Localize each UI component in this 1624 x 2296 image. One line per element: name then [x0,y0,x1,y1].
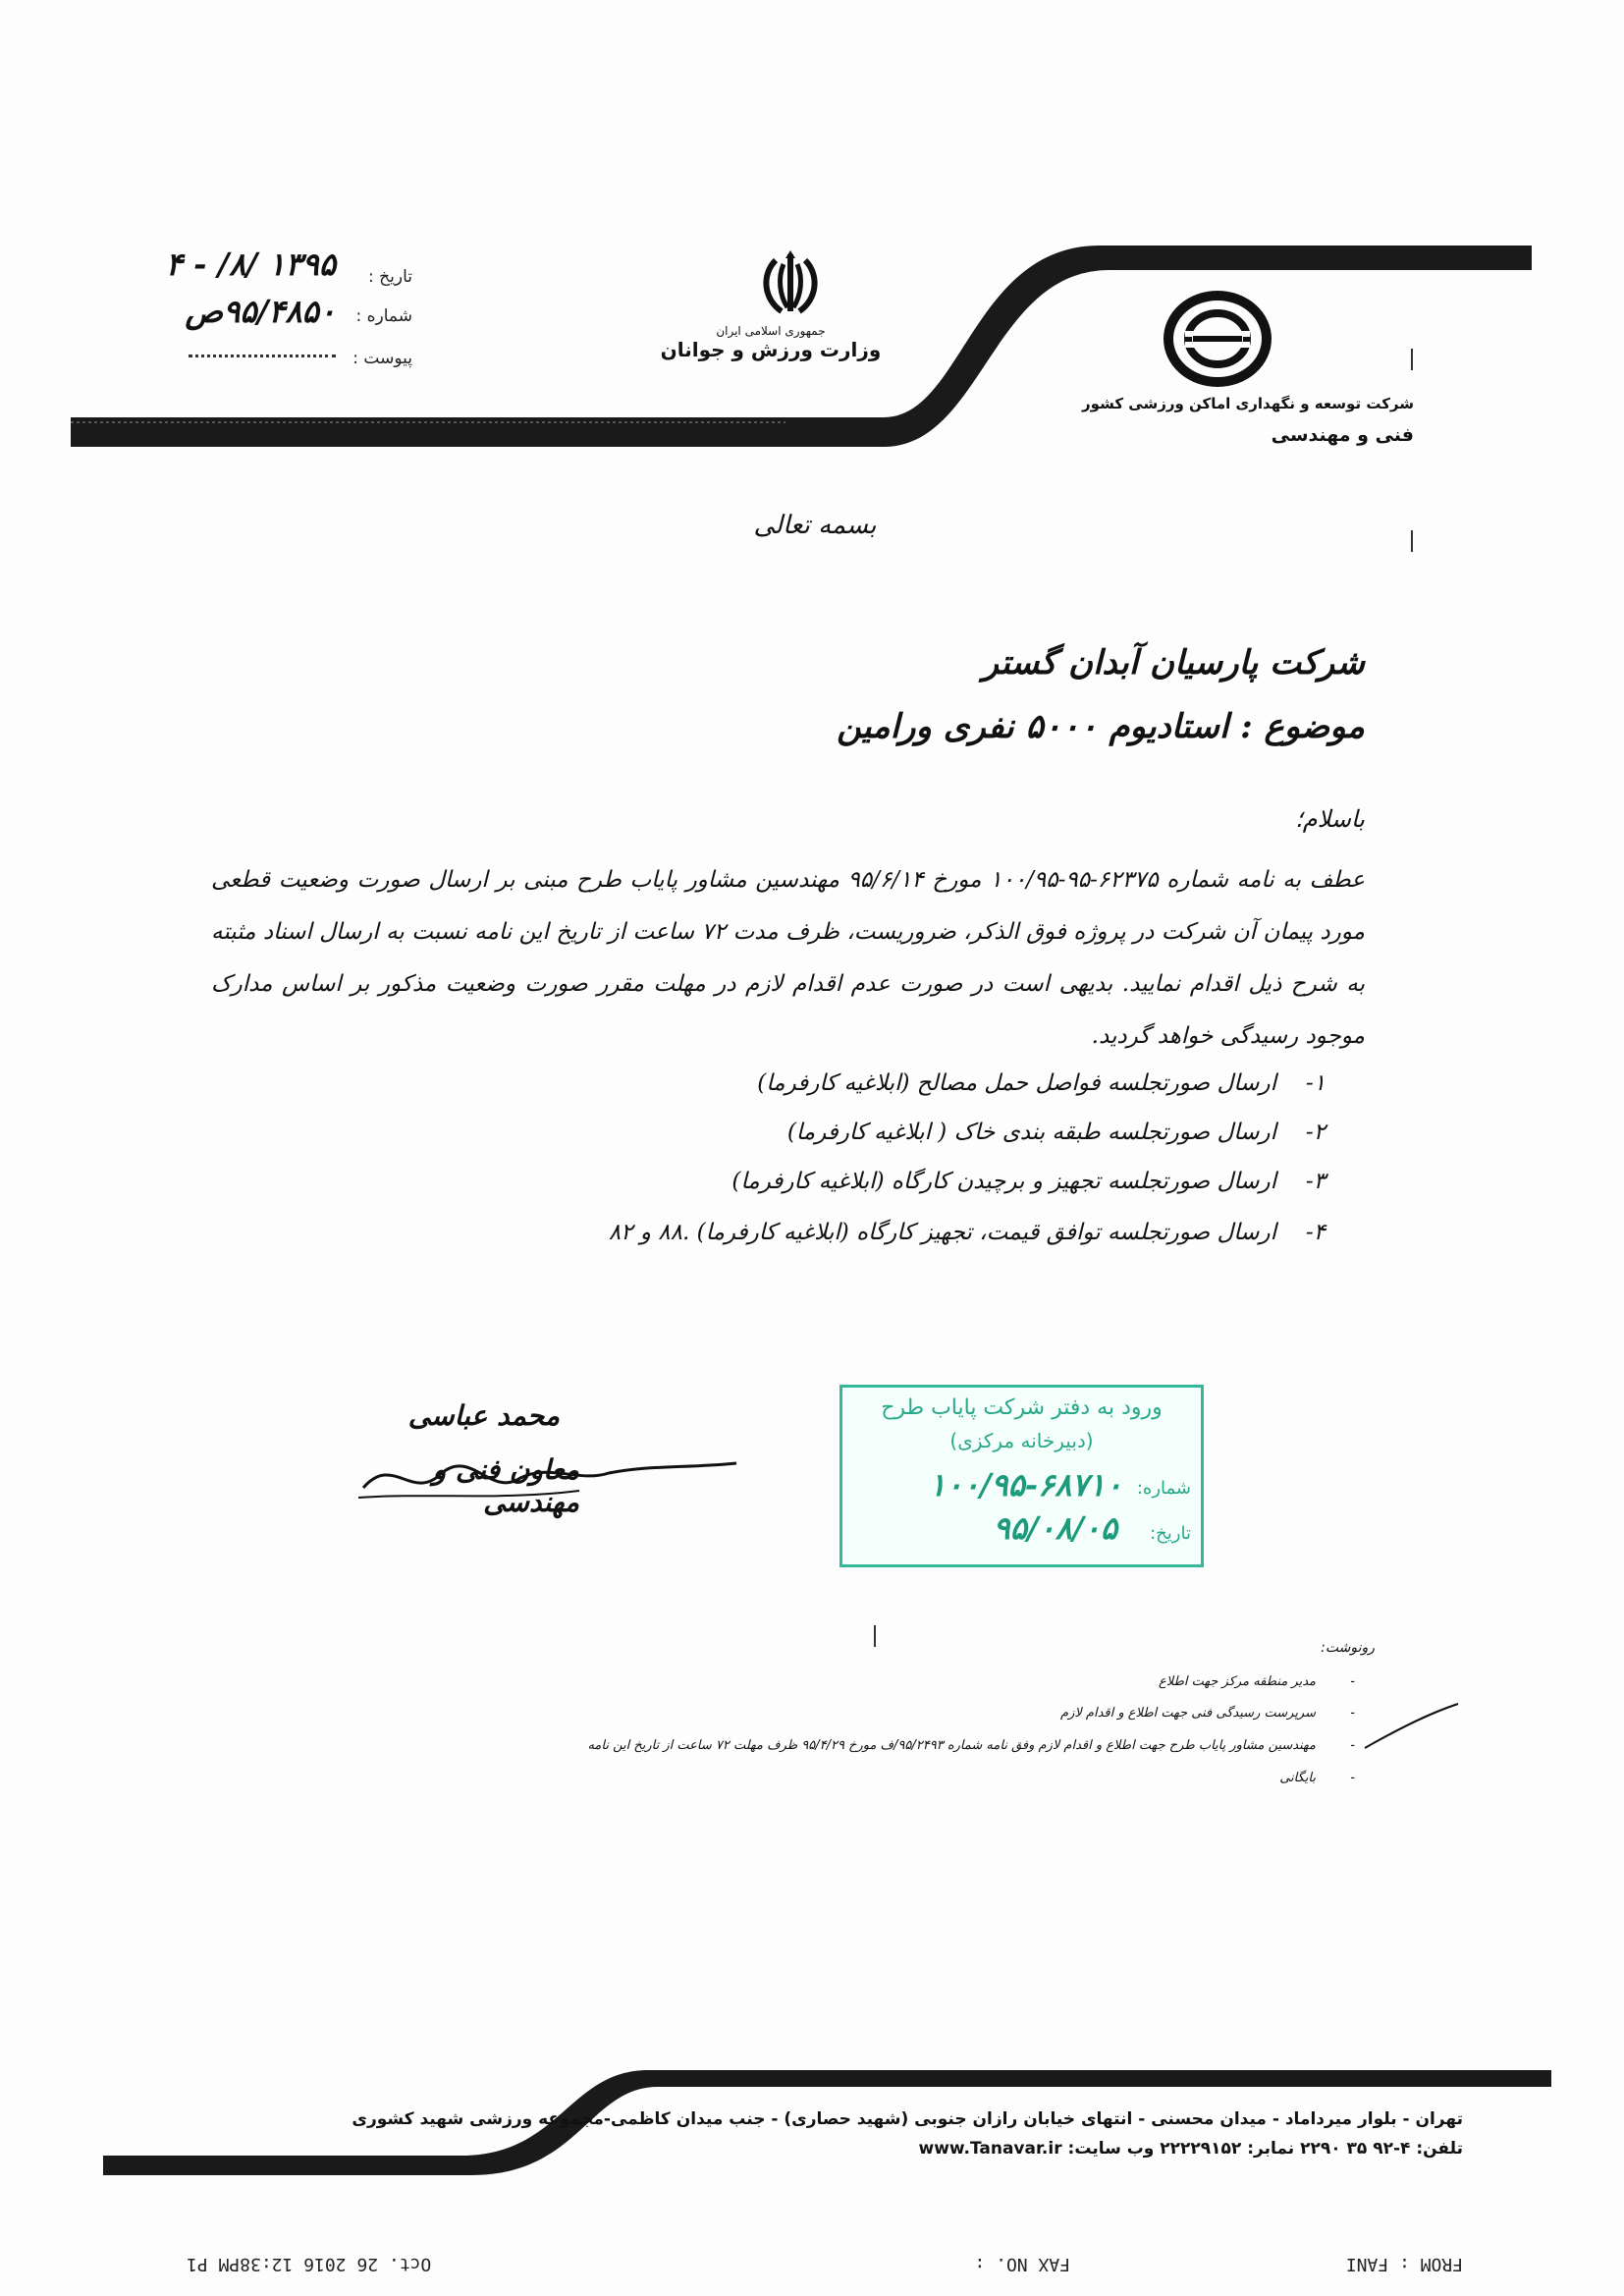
number-value: ۹۵/۴۸۵۰ص [185,293,336,330]
cc-item-1: - مدیر منطقه مرکز جهت اطلاع [1159,1674,1355,1689]
iran-emblem-icon [756,250,825,319]
company-name: شرکت توسعه و نگهداری اماکن ورزشی کشور [1082,395,1414,412]
recipient: شرکت پارسیان آبدان گستر [982,643,1365,683]
company-logo-icon [1164,290,1272,388]
cc-item-text: مدیر منطقه مرکز جهت اطلاع [1159,1674,1316,1689]
stamp-number-value: ۱۰۰/۹۵-۶۸۷۱۰ [929,1466,1122,1503]
fax-number: FAX NO. : [974,2254,1070,2274]
letter-body: عطف به نامه شماره ۶۲۳۷۵-۹۵-۱۰۰/۹۵ مورخ ۹۵/۶/۱۴ مهندسین مشاور پایاب طرح مبنی بر ارسال صورت وضعیت قطعی مورد پیمان آن شرکت در پروژه فوق الذکر، ضروریست، ظرف مدت ۷۲ ساعت از تاریخ این نامه نسبت به ارسال اسناد مثبته به شرح ذیل اقدام نمایید. بدیهی است در صورت عدم اقدام لازم در مهلت مقرر صورت وضعیت مذکور بر اساس مدارک موجود رسیدگی خواهد گردید. [211,867,1365,1049]
footer-website[interactable]: www.Tanavar.ir [918,2139,1062,2159]
cc-item-2: - سرپرست رسیدگی فنی جهت اطلاع و اقدام لازم [1060,1706,1355,1721]
list-item-number: ۳- [1305,1169,1326,1194]
stamp-date-value: ۹۵/۰۸/۰۵ [993,1509,1117,1547]
list-item-number: ۲- [1305,1120,1326,1145]
list-item-2 [491,1120,1326,1155]
attachment-label: پیوست : [352,349,412,368]
iran-emblem [756,250,825,319]
list-item-1 [491,1070,1326,1106]
signer-title: معاون فنی و مهندسی [432,1453,579,1518]
list-item-text: ارسال صورتجلسه توافق قیمت، تجهیز کارگاه (ابلاغیه کارفرما) .۸۸ و ۸۲ [608,1220,1276,1245]
cc-item-3: - مهندسین مشاور پایاب طرح جهت اطلاع و اقدام لازم وفق نامه شماره ۹۵/۲۴۹۳/ف مورخ ۹۵/۴/۲۹ ظرف مهلت ۷۲ ساعت از تاریخ این نامه [587,1738,1355,1753]
list-item-text: ارسال صورتجلسه طبقه بندی خاک ( ابلاغیه کارفرما) [786,1120,1276,1145]
margin-tick [1411,349,1413,370]
cc-item-text: بایگانی [1279,1771,1316,1785]
fax-from: FROM : FANI [1345,2254,1463,2274]
footer-contact [550,2139,1463,2159]
date-value: ۱۳۹۵ /۸/ - ۴ [165,246,336,283]
salutation: باسلام؛ [1295,805,1365,833]
date-row [118,246,412,285]
cc-item-text: مهندسین مشاور پایاب طرح جهت اطلاع و اقدام لازم وفق نامه شماره ۹۵/۲۴۹۳/ف مورخ ۹۵/۴/۲۹ ظرف مهلت ۷۲ ساعت از تاریخ این نامه [587,1738,1316,1753]
number-row [118,293,412,332]
stamp-line-2: (دبیرخانه مرکزی) [949,1429,1094,1452]
attachment-blank [189,355,336,357]
footer-contact-text: تلفن: ۴-۹۲ ۳۵ ۲۲۹۰ نمابر: ۲۲۲۲۹۱۵۲ وب سایت: [1067,2139,1463,2159]
date-label: تاریخ : [368,267,412,287]
signature-scribble [353,1444,746,1512]
margin-tick [1411,530,1413,552]
department-name: فنی و مهندسی [1271,424,1414,446]
cc-label: رونوشت: [1321,1640,1375,1656]
margin-tick [874,1625,876,1647]
bismillah: بسمه تعالی [753,511,877,540]
fax-header [187,2249,1463,2274]
list-item-3 [491,1169,1326,1204]
list-item-text: ارسال صورتجلسه فواصل حمل مصالح (ابلاغیه کارفرما) [757,1070,1276,1096]
emblem-caption: جمهوری اسلامی ایران [716,324,826,338]
cc-item-4: - بایگانی [1279,1771,1355,1785]
number-label: شماره : [355,306,412,326]
cc-scribble [1360,1699,1468,1758]
receipt-stamp [839,1385,1204,1567]
ministry-name: وزارت ورزش و جوانان [660,338,882,361]
stamp-line-1: ورود به دفتر شرکت پایاب طرح [881,1395,1163,1420]
footer-address: تهران - بلوار میرداماد - میدان محسنی - انتهای خیابان رازان جنوبی (شهید حصاری) - جنب میدان کاظمی-مجموعه ورزشی شهید کشوری [352,2109,1463,2129]
list-item-text: ارسال صورتجلسه تجهیز و برچیدن کارگاه (ابلاغیه کارفرما) [731,1169,1276,1194]
cc-item-text: سرپرست رسیدگی فنی جهت اطلاع و اقدام لازم [1060,1706,1316,1721]
list-item-4 [491,1220,1326,1255]
subject: موضوع : استادیوم ۵۰۰۰ نفری ورامین [837,707,1365,746]
stamp-number-label: شماره: [1136,1478,1191,1499]
company-logo [1164,290,1272,388]
list-item-number: ۴- [1305,1220,1326,1245]
list-item-number: ۱- [1305,1070,1326,1096]
signer-name: محمد عباسی [407,1399,560,1432]
fax-timestamp: Oct. 26 2016 12:38PM P1 [187,2254,432,2274]
stamp-date-label: تاریخ: [1150,1523,1191,1544]
attachment-row [118,339,412,378]
